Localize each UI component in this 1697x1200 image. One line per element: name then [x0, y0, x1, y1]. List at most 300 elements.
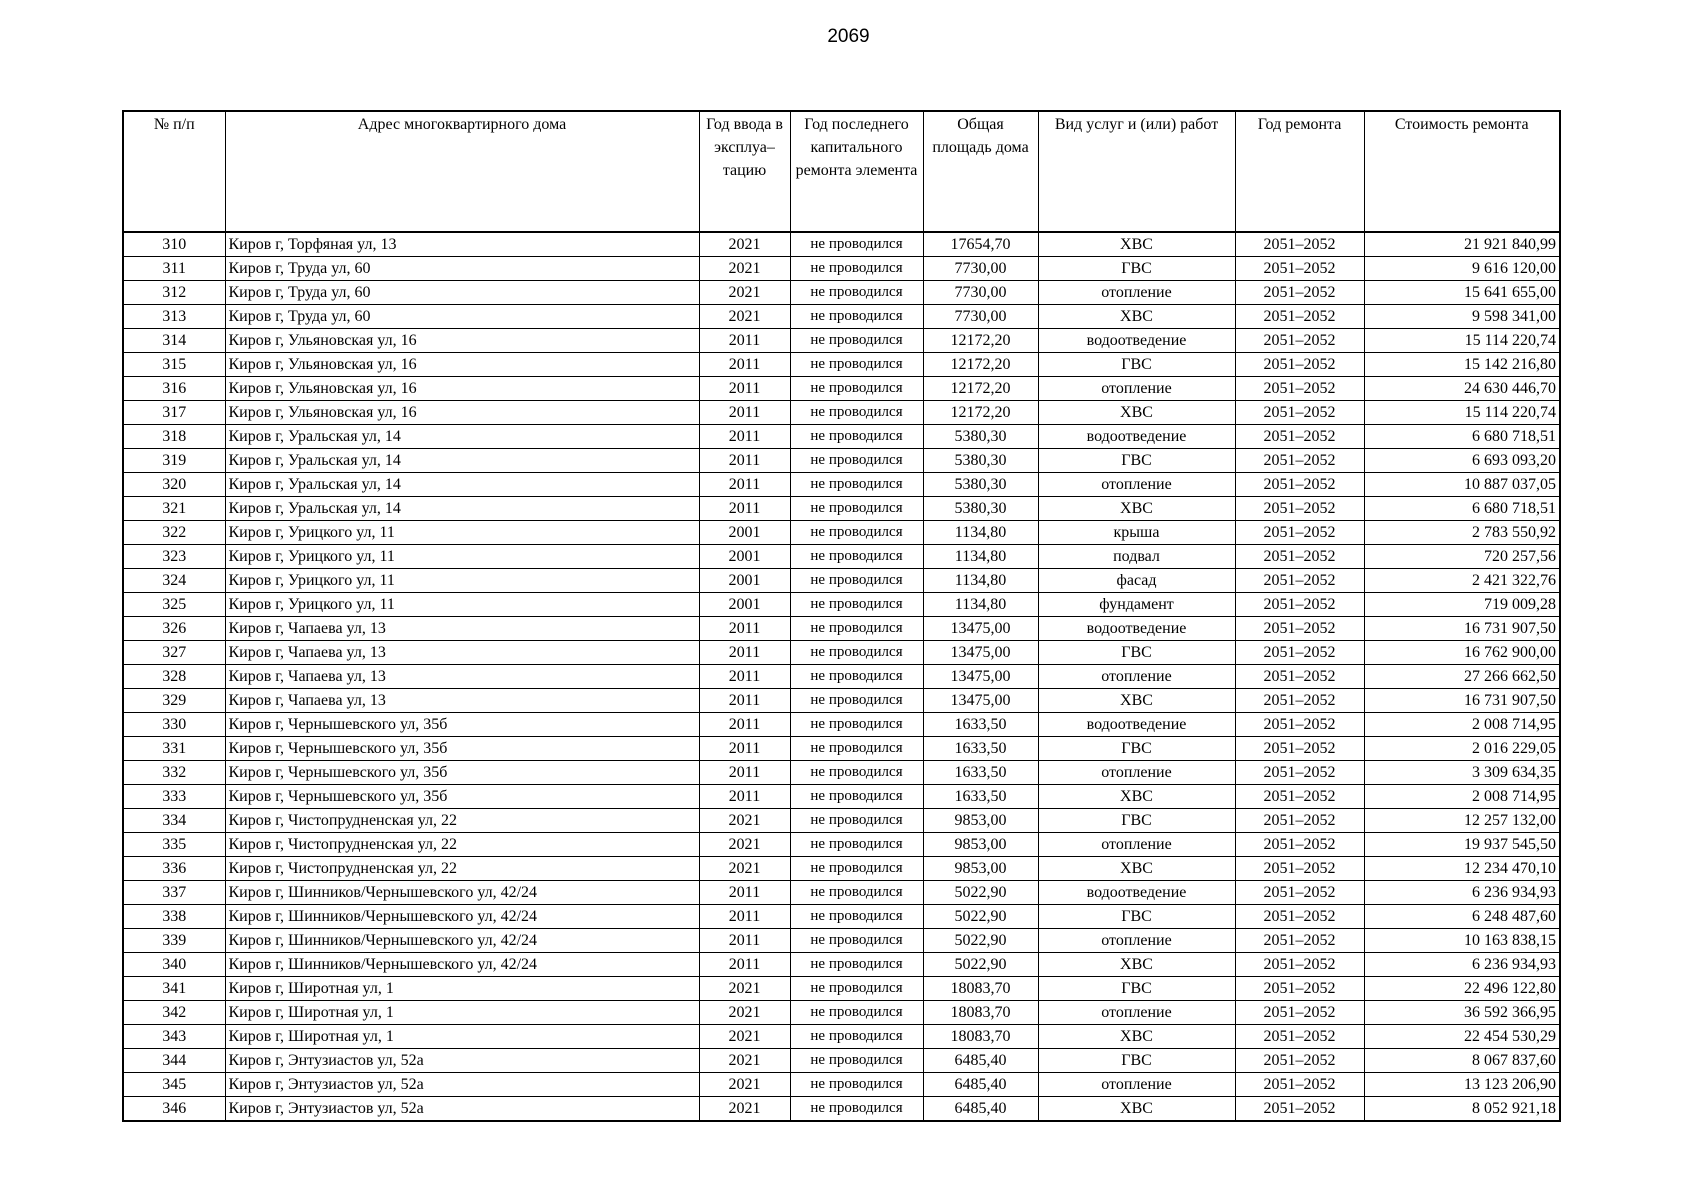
cell-num: 341 — [123, 977, 225, 1001]
table-row — [123, 569, 1560, 593]
table-row — [123, 545, 1560, 569]
cell-num: 333 — [123, 785, 225, 809]
cell-last-repair: не проводился — [790, 689, 923, 713]
cell-repair-year: 2051–2052 — [1235, 593, 1364, 617]
cell-repair-year: 2051–2052 — [1235, 665, 1364, 689]
cell-service: подвал — [1038, 545, 1235, 569]
cell-last-repair: не проводился — [790, 905, 923, 929]
cell-cost: 8 052 921,18 — [1364, 1097, 1560, 1122]
cell-cost: 6 248 487,60 — [1364, 905, 1560, 929]
cell-address: Киров г, Труда ул, 60 — [225, 305, 699, 329]
cell-cost: 2 016 229,05 — [1364, 737, 1560, 761]
table-row — [123, 689, 1560, 713]
cell-num: 312 — [123, 281, 225, 305]
cell-service: ГВС — [1038, 353, 1235, 377]
table-row — [123, 521, 1560, 545]
cell-year-built: 2011 — [699, 449, 790, 473]
cell-cost: 13 123 206,90 — [1364, 1073, 1560, 1097]
cell-year-built: 2021 — [699, 281, 790, 305]
cell-area: 5380,30 — [923, 497, 1038, 521]
cell-year-built: 2011 — [699, 713, 790, 737]
cell-service: ГВС — [1038, 1049, 1235, 1073]
cell-num: 330 — [123, 713, 225, 737]
table-row — [123, 761, 1560, 785]
cell-last-repair: не проводился — [790, 713, 923, 737]
cell-service: ХВС — [1038, 497, 1235, 521]
cell-area: 5022,90 — [923, 929, 1038, 953]
cell-area: 6485,40 — [923, 1097, 1038, 1122]
cell-cost: 21 921 840,99 — [1364, 232, 1560, 257]
header-last-repair: Год последнего капитального ремонта элемента — [790, 111, 923, 232]
cell-last-repair: не проводился — [790, 665, 923, 689]
cell-num: 313 — [123, 305, 225, 329]
cell-service: фундамент — [1038, 593, 1235, 617]
cell-service: отопление — [1038, 761, 1235, 785]
cell-last-repair: не проводился — [790, 329, 923, 353]
cell-address: Киров г, Чернышевского ул, 35б — [225, 737, 699, 761]
cell-cost: 15 114 220,74 — [1364, 329, 1560, 353]
cell-service: водоотведение — [1038, 425, 1235, 449]
cell-address: Киров г, Энтузиастов ул, 52а — [225, 1097, 699, 1122]
cell-address: Киров г, Шинников/Чернышевского ул, 42/24 — [225, 953, 699, 977]
cell-area: 1134,80 — [923, 521, 1038, 545]
cell-cost: 16 731 907,50 — [1364, 689, 1560, 713]
cell-last-repair: не проводился — [790, 881, 923, 905]
cell-num: 317 — [123, 401, 225, 425]
cell-service: крыша — [1038, 521, 1235, 545]
cell-area: 9853,00 — [923, 833, 1038, 857]
cell-area: 12172,20 — [923, 353, 1038, 377]
table-row — [123, 809, 1560, 833]
cell-year-built: 2011 — [699, 473, 790, 497]
cell-last-repair: не проводился — [790, 737, 923, 761]
cell-repair-year: 2051–2052 — [1235, 257, 1364, 281]
cell-num: 314 — [123, 329, 225, 353]
cell-address: Киров г, Чапаева ул, 13 — [225, 689, 699, 713]
cell-service: ГВС — [1038, 257, 1235, 281]
cell-last-repair: не проводился — [790, 617, 923, 641]
cell-address: Киров г, Труда ул, 60 — [225, 257, 699, 281]
cell-repair-year: 2051–2052 — [1235, 785, 1364, 809]
cell-year-built: 2021 — [699, 232, 790, 257]
cell-cost: 2 008 714,95 — [1364, 713, 1560, 737]
cell-last-repair: не проводился — [790, 1025, 923, 1049]
cell-num: 320 — [123, 473, 225, 497]
table-body — [123, 232, 1560, 1121]
cell-year-built: 2021 — [699, 305, 790, 329]
cell-repair-year: 2051–2052 — [1235, 1049, 1364, 1073]
cell-repair-year: 2051–2052 — [1235, 449, 1364, 473]
header-row — [123, 111, 1560, 232]
cell-year-built: 2011 — [699, 761, 790, 785]
table-row — [123, 232, 1560, 257]
cell-repair-year: 2051–2052 — [1235, 1001, 1364, 1025]
cell-address: Киров г, Чистопрудненская ул, 22 — [225, 857, 699, 881]
cell-address: Киров г, Уральская ул, 14 — [225, 425, 699, 449]
cell-area: 5380,30 — [923, 449, 1038, 473]
cell-service: отопление — [1038, 665, 1235, 689]
cell-area: 1633,50 — [923, 785, 1038, 809]
cell-year-built: 2021 — [699, 1025, 790, 1049]
cell-repair-year: 2051–2052 — [1235, 329, 1364, 353]
cell-last-repair: не проводился — [790, 953, 923, 977]
cell-last-repair: не проводился — [790, 929, 923, 953]
cell-service: ГВС — [1038, 641, 1235, 665]
header-num: № п/п — [123, 111, 225, 232]
cell-cost: 12 257 132,00 — [1364, 809, 1560, 833]
table-row — [123, 641, 1560, 665]
cell-repair-year: 2051–2052 — [1235, 232, 1364, 257]
cell-year-built: 2011 — [699, 641, 790, 665]
cell-address: Киров г, Ульяновская ул, 16 — [225, 329, 699, 353]
cell-year-built: 2021 — [699, 977, 790, 1001]
cell-cost: 10 887 037,05 — [1364, 473, 1560, 497]
cell-address: Киров г, Чапаева ул, 13 — [225, 641, 699, 665]
table-row — [123, 329, 1560, 353]
cell-service: отопление — [1038, 281, 1235, 305]
cell-address: Киров г, Ульяновская ул, 16 — [225, 353, 699, 377]
cell-last-repair: не проводился — [790, 785, 923, 809]
cell-area: 13475,00 — [923, 665, 1038, 689]
cell-repair-year: 2051–2052 — [1235, 353, 1364, 377]
table-row — [123, 473, 1560, 497]
cell-year-built: 2021 — [699, 857, 790, 881]
cell-num: 329 — [123, 689, 225, 713]
cell-service: водоотведение — [1038, 881, 1235, 905]
cell-repair-year: 2051–2052 — [1235, 689, 1364, 713]
cell-num: 324 — [123, 569, 225, 593]
cell-cost: 19 937 545,50 — [1364, 833, 1560, 857]
cell-area: 9853,00 — [923, 857, 1038, 881]
cell-repair-year: 2051–2052 — [1235, 977, 1364, 1001]
cell-num: 323 — [123, 545, 225, 569]
cell-repair-year: 2051–2052 — [1235, 953, 1364, 977]
cell-service: отопление — [1038, 1073, 1235, 1097]
cell-address: Киров г, Труда ул, 60 — [225, 281, 699, 305]
cell-cost: 15 641 655,00 — [1364, 281, 1560, 305]
cell-num: 310 — [123, 232, 225, 257]
cell-year-built: 2011 — [699, 881, 790, 905]
cell-year-built: 2011 — [699, 377, 790, 401]
cell-repair-year: 2051–2052 — [1235, 833, 1364, 857]
cell-num: 344 — [123, 1049, 225, 1073]
cell-last-repair: не проводился — [790, 425, 923, 449]
cell-cost: 27 266 662,50 — [1364, 665, 1560, 689]
cell-cost: 22 454 530,29 — [1364, 1025, 1560, 1049]
cell-last-repair: не проводился — [790, 1001, 923, 1025]
table-row — [123, 377, 1560, 401]
cell-last-repair: не проводился — [790, 473, 923, 497]
cell-last-repair: не проводился — [790, 641, 923, 665]
table-row — [123, 905, 1560, 929]
cell-num: 319 — [123, 449, 225, 473]
cell-address: Киров г, Широтная ул, 1 — [225, 1025, 699, 1049]
cell-address: Киров г, Чернышевского ул, 35б — [225, 761, 699, 785]
cell-last-repair: не проводился — [790, 377, 923, 401]
cell-area: 5380,30 — [923, 473, 1038, 497]
cell-repair-year: 2051–2052 — [1235, 617, 1364, 641]
cell-repair-year: 2051–2052 — [1235, 281, 1364, 305]
cell-address: Киров г, Энтузиастов ул, 52а — [225, 1049, 699, 1073]
repair-schedule-table — [122, 110, 1561, 1122]
table-row — [123, 977, 1560, 1001]
cell-cost: 22 496 122,80 — [1364, 977, 1560, 1001]
table-row — [123, 617, 1560, 641]
cell-service: водоотведение — [1038, 329, 1235, 353]
table-row — [123, 857, 1560, 881]
cell-area: 1633,50 — [923, 737, 1038, 761]
cell-repair-year: 2051–2052 — [1235, 881, 1364, 905]
header-repair-year: Год ремонта — [1235, 111, 1364, 232]
cell-num: 327 — [123, 641, 225, 665]
cell-num: 325 — [123, 593, 225, 617]
cell-num: 346 — [123, 1097, 225, 1122]
cell-area: 18083,70 — [923, 977, 1038, 1001]
cell-area: 7730,00 — [923, 305, 1038, 329]
cell-cost: 6 236 934,93 — [1364, 953, 1560, 977]
cell-service: ХВС — [1038, 232, 1235, 257]
table-row — [123, 1025, 1560, 1049]
cell-num: 345 — [123, 1073, 225, 1097]
cell-num: 339 — [123, 929, 225, 953]
cell-address: Киров г, Урицкого ул, 11 — [225, 569, 699, 593]
table-row — [123, 953, 1560, 977]
table-row — [123, 593, 1560, 617]
cell-service: ХВС — [1038, 401, 1235, 425]
table-row — [123, 1097, 1560, 1122]
cell-cost: 719 009,28 — [1364, 593, 1560, 617]
cell-year-built: 2001 — [699, 593, 790, 617]
cell-cost: 6 236 934,93 — [1364, 881, 1560, 905]
cell-repair-year: 2051–2052 — [1235, 905, 1364, 929]
cell-last-repair: не проводился — [790, 857, 923, 881]
cell-area: 5022,90 — [923, 905, 1038, 929]
cell-area: 1134,80 — [923, 569, 1038, 593]
cell-year-built: 2021 — [699, 1001, 790, 1025]
cell-repair-year: 2051–2052 — [1235, 713, 1364, 737]
cell-cost: 3 309 634,35 — [1364, 761, 1560, 785]
cell-repair-year: 2051–2052 — [1235, 1025, 1364, 1049]
cell-cost: 6 680 718,51 — [1364, 497, 1560, 521]
cell-num: 340 — [123, 953, 225, 977]
table-row — [123, 881, 1560, 905]
cell-last-repair: не проводился — [790, 545, 923, 569]
table-row — [123, 257, 1560, 281]
cell-service: отопление — [1038, 473, 1235, 497]
cell-area: 18083,70 — [923, 1025, 1038, 1049]
cell-cost: 2 008 714,95 — [1364, 785, 1560, 809]
cell-year-built: 2021 — [699, 1073, 790, 1097]
cell-service: водоотведение — [1038, 617, 1235, 641]
cell-address: Киров г, Ульяновская ул, 16 — [225, 377, 699, 401]
cell-service: ХВС — [1038, 857, 1235, 881]
table-row — [123, 737, 1560, 761]
cell-service: ГВС — [1038, 449, 1235, 473]
cell-repair-year: 2051–2052 — [1235, 401, 1364, 425]
cell-num: 311 — [123, 257, 225, 281]
cell-service: отопление — [1038, 833, 1235, 857]
cell-num: 316 — [123, 377, 225, 401]
cell-year-built: 2001 — [699, 521, 790, 545]
cell-address: Киров г, Урицкого ул, 11 — [225, 593, 699, 617]
cell-repair-year: 2051–2052 — [1235, 929, 1364, 953]
table-row — [123, 449, 1560, 473]
cell-cost: 6 693 093,20 — [1364, 449, 1560, 473]
cell-cost: 10 163 838,15 — [1364, 929, 1560, 953]
cell-address: Киров г, Чистопрудненская ул, 22 — [225, 833, 699, 857]
cell-service: ХВС — [1038, 1025, 1235, 1049]
cell-last-repair: не проводился — [790, 401, 923, 425]
cell-cost: 2 421 322,76 — [1364, 569, 1560, 593]
cell-year-built: 2021 — [699, 833, 790, 857]
cell-area: 12172,20 — [923, 329, 1038, 353]
cell-area: 9853,00 — [923, 809, 1038, 833]
cell-cost: 16 731 907,50 — [1364, 617, 1560, 641]
cell-year-built: 2011 — [699, 905, 790, 929]
cell-year-built: 2011 — [699, 353, 790, 377]
cell-repair-year: 2051–2052 — [1235, 857, 1364, 881]
cell-cost: 24 630 446,70 — [1364, 377, 1560, 401]
cell-area: 6485,40 — [923, 1073, 1038, 1097]
table-row — [123, 353, 1560, 377]
cell-address: Киров г, Широтная ул, 1 — [225, 977, 699, 1001]
cell-repair-year: 2051–2052 — [1235, 497, 1364, 521]
table-row — [123, 833, 1560, 857]
cell-cost: 36 592 366,95 — [1364, 1001, 1560, 1025]
cell-year-built: 2001 — [699, 569, 790, 593]
table-row — [123, 1073, 1560, 1097]
cell-num: 332 — [123, 761, 225, 785]
cell-last-repair: не проводился — [790, 761, 923, 785]
cell-num: 322 — [123, 521, 225, 545]
cell-area: 13475,00 — [923, 689, 1038, 713]
cell-repair-year: 2051–2052 — [1235, 641, 1364, 665]
cell-address: Киров г, Шинников/Чернышевского ул, 42/24 — [225, 929, 699, 953]
cell-year-built: 2021 — [699, 1049, 790, 1073]
cell-area: 13475,00 — [923, 617, 1038, 641]
cell-last-repair: не проводился — [790, 833, 923, 857]
cell-year-built: 2011 — [699, 953, 790, 977]
cell-repair-year: 2051–2052 — [1235, 545, 1364, 569]
cell-area: 5022,90 — [923, 953, 1038, 977]
cell-area: 1633,50 — [923, 761, 1038, 785]
cell-last-repair: не проводился — [790, 593, 923, 617]
cell-area: 1134,80 — [923, 545, 1038, 569]
cell-service: ХВС — [1038, 305, 1235, 329]
cell-address: Киров г, Шинников/Чернышевского ул, 42/24 — [225, 905, 699, 929]
cell-service: ГВС — [1038, 809, 1235, 833]
cell-cost: 9 616 120,00 — [1364, 257, 1560, 281]
cell-repair-year: 2051–2052 — [1235, 377, 1364, 401]
cell-cost: 12 234 470,10 — [1364, 857, 1560, 881]
header-area: Общая площадь дома — [923, 111, 1038, 232]
cell-repair-year: 2051–2052 — [1235, 569, 1364, 593]
table-row — [123, 929, 1560, 953]
table-row — [123, 1049, 1560, 1073]
cell-address: Киров г, Чернышевского ул, 35б — [225, 713, 699, 737]
cell-year-built: 2011 — [699, 689, 790, 713]
cell-last-repair: не проводился — [790, 353, 923, 377]
cell-num: 315 — [123, 353, 225, 377]
cell-last-repair: не проводился — [790, 1097, 923, 1122]
table-row — [123, 305, 1560, 329]
cell-num: 331 — [123, 737, 225, 761]
cell-num: 334 — [123, 809, 225, 833]
header-cost: Стоимость ремонта — [1364, 111, 1560, 232]
cell-area: 12172,20 — [923, 377, 1038, 401]
cell-num: 342 — [123, 1001, 225, 1025]
page-number: 2069 — [827, 26, 870, 47]
table-row — [123, 281, 1560, 305]
table-row — [123, 713, 1560, 737]
cell-repair-year: 2051–2052 — [1235, 473, 1364, 497]
cell-cost: 6 680 718,51 — [1364, 425, 1560, 449]
cell-year-built: 2011 — [699, 401, 790, 425]
table-row — [123, 497, 1560, 521]
cell-year-built: 2011 — [699, 329, 790, 353]
cell-address: Киров г, Чистопрудненская ул, 22 — [225, 809, 699, 833]
header-service: Вид услуг и (или) работ — [1038, 111, 1235, 232]
cell-last-repair: не проводился — [790, 257, 923, 281]
cell-address: Киров г, Чернышевского ул, 35б — [225, 785, 699, 809]
cell-last-repair: не проводился — [790, 1049, 923, 1073]
cell-last-repair: не проводился — [790, 1073, 923, 1097]
cell-service: ХВС — [1038, 1097, 1235, 1122]
cell-service: ГВС — [1038, 905, 1235, 929]
table-row — [123, 1001, 1560, 1025]
cell-address: Киров г, Уральская ул, 14 — [225, 449, 699, 473]
cell-num: 337 — [123, 881, 225, 905]
cell-num: 343 — [123, 1025, 225, 1049]
cell-address: Киров г, Чапаева ул, 13 — [225, 617, 699, 641]
cell-year-built: 2011 — [699, 617, 790, 641]
cell-service: отопление — [1038, 377, 1235, 401]
cell-address: Киров г, Уральская ул, 14 — [225, 473, 699, 497]
cell-area: 13475,00 — [923, 641, 1038, 665]
header-year-built: Год ввода в эксплуа–тацию — [699, 111, 790, 232]
cell-service: фасад — [1038, 569, 1235, 593]
cell-num: 338 — [123, 905, 225, 929]
cell-cost: 15 142 216,80 — [1364, 353, 1560, 377]
cell-repair-year: 2051–2052 — [1235, 521, 1364, 545]
cell-repair-year: 2051–2052 — [1235, 809, 1364, 833]
cell-address: Киров г, Уральская ул, 14 — [225, 497, 699, 521]
cell-year-built: 2001 — [699, 545, 790, 569]
cell-area: 17654,70 — [923, 232, 1038, 257]
cell-area: 12172,20 — [923, 401, 1038, 425]
cell-repair-year: 2051–2052 — [1235, 761, 1364, 785]
cell-num: 336 — [123, 857, 225, 881]
cell-area: 6485,40 — [923, 1049, 1038, 1073]
cell-cost: 720 257,56 — [1364, 545, 1560, 569]
cell-repair-year: 2051–2052 — [1235, 1073, 1364, 1097]
cell-area: 18083,70 — [923, 1001, 1038, 1025]
cell-year-built: 2011 — [699, 425, 790, 449]
cell-area: 1134,80 — [923, 593, 1038, 617]
cell-area: 7730,00 — [923, 257, 1038, 281]
table-row — [123, 785, 1560, 809]
cell-last-repair: не проводился — [790, 521, 923, 545]
cell-service: ХВС — [1038, 689, 1235, 713]
cell-address: Киров г, Шинников/Чернышевского ул, 42/24 — [225, 881, 699, 905]
cell-cost: 8 067 837,60 — [1364, 1049, 1560, 1073]
cell-address: Киров г, Энтузиастов ул, 52а — [225, 1073, 699, 1097]
cell-year-built: 2011 — [699, 785, 790, 809]
cell-repair-year: 2051–2052 — [1235, 737, 1364, 761]
cell-last-repair: не проводился — [790, 281, 923, 305]
cell-year-built: 2021 — [699, 1097, 790, 1122]
cell-cost: 2 783 550,92 — [1364, 521, 1560, 545]
